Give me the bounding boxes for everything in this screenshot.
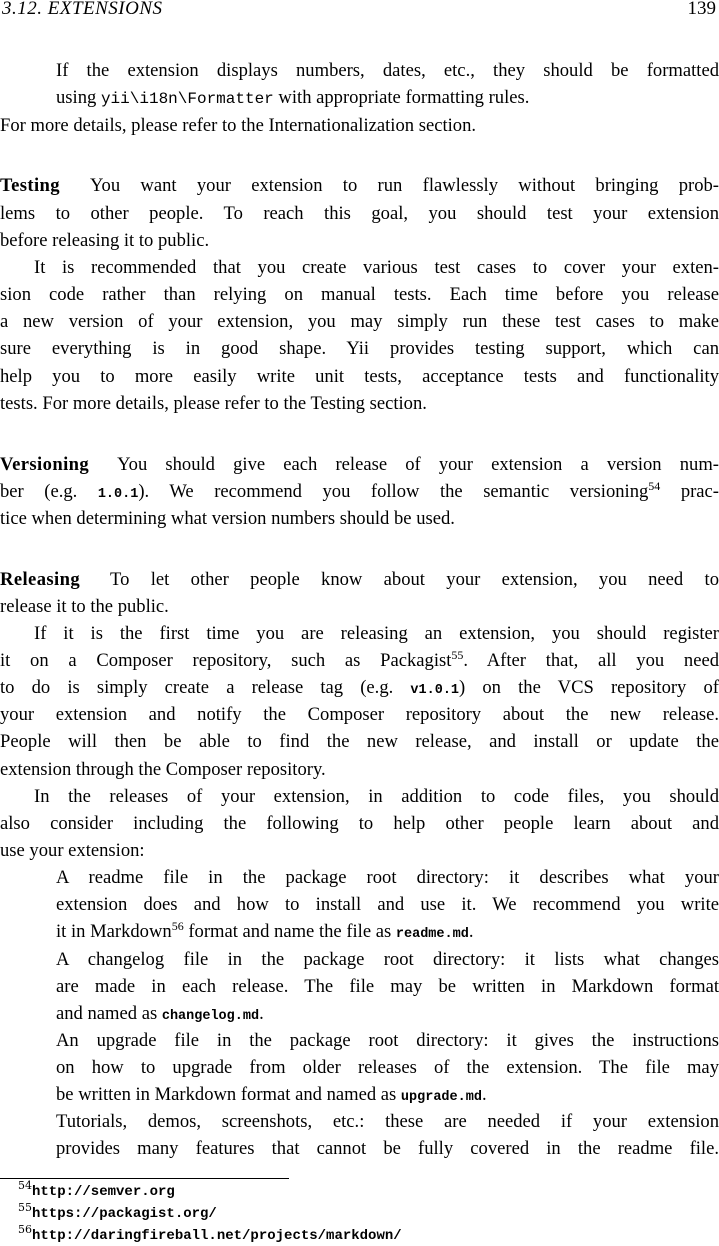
text-line: on how to upgrade from older releases of the extension. The file may xyxy=(56,1057,719,1078)
text-line: If it is the first time you are releasing an extension, you should register xyxy=(34,623,719,644)
text-line: Tutorials, demos, screenshots, etc.: these are needed if your extension xyxy=(56,1111,719,1132)
text-line: If the extension displays numbers, dates, etc., they should be formatted xyxy=(56,60,719,81)
footnote: $^{54}$http://semver.org xyxy=(18,1179,175,1200)
text-line: lems to other people. To reach this goal, you should test your extension xyxy=(0,203,719,224)
inline-code: yii\i18n\Formatter xyxy=(100,90,274,108)
text-line: People will then be able to find the new release, and install or update the xyxy=(0,731,719,752)
heading-testing: Testing xyxy=(0,175,60,196)
text-line: be written in Markdown format and named as upgrade.md. xyxy=(56,1084,487,1105)
text-line: tice when determining what version numbers should be used. xyxy=(0,508,455,529)
text-line: It is recommended that you create various test cases to cover your exten- xyxy=(34,257,719,278)
footnote: $^{55}$https://packagist.org/ xyxy=(18,1201,217,1222)
footnote-ref: 55 xyxy=(451,648,464,662)
page-number: 139 xyxy=(687,0,716,19)
footnote-ref: 54 xyxy=(648,479,661,493)
inline-code: readme.md xyxy=(395,927,469,942)
footnote-rule xyxy=(0,1178,289,1179)
section-title: 3.12. EXTENSIONS xyxy=(2,0,163,19)
text-line: A readme file in the package root directory: it describes what your xyxy=(56,867,719,888)
paragraph-versioning: Versioning You should give each release of your extension a version num- xyxy=(0,454,719,475)
text-line: before releasing it to public. xyxy=(0,230,210,251)
text-line: a new version of your extension, you may simply run these test cases to make xyxy=(0,311,719,332)
text-line: sion code rather than relying on manual tests. Each time before you release xyxy=(0,284,719,305)
running-header xyxy=(0,0,719,20)
text-line: and named as changelog.md. xyxy=(56,1003,264,1024)
text-line: are made in each release. The file may be written in Markdown format xyxy=(56,976,719,997)
text-line: also consider including the following to help other people learn about and xyxy=(0,813,719,834)
footnote: $^{56}$http://daringfireball.net/projects/markdown/ xyxy=(18,1223,402,1244)
text-line: tests. For more details, please refer to the Testing section. xyxy=(0,393,427,414)
inline-code: changelog.md xyxy=(161,1009,260,1024)
inline-code: 1.0.1 xyxy=(97,487,139,502)
footnote-link[interactable]: http://semver.org xyxy=(32,1184,175,1200)
paragraph-testing: Testing You want your extension to run flawlessly without bringing prob- xyxy=(0,175,719,196)
text-line: sure everything is in good shape. Yii provides testing support, which can xyxy=(0,338,719,359)
inline-code: v1.0.1 xyxy=(410,683,460,698)
text-line: use your extension: xyxy=(0,840,145,861)
text-line: provides many features that cannot be fully covered in the readme file. xyxy=(56,1138,719,1159)
text-line: help you to more easily write unit tests, acceptance tests and functionality xyxy=(0,366,719,387)
text-line: it on a Composer repository, such as Packagist$^{55}$. After that, all you need xyxy=(0,648,719,671)
footnote-link[interactable]: http://daringfireball.net/projects/markdown/ xyxy=(32,1228,402,1244)
text-line: your extension and notify the Composer repository about the new release. xyxy=(0,704,719,725)
text-line: An upgrade file in the package root directory: it gives the instructions xyxy=(56,1030,719,1051)
paragraph-releasing: Releasing To let other people know about your extension, you need to xyxy=(0,569,719,590)
text-line: to do is simply create a release tag (e.g. v1.0.1) on the VCS repository of xyxy=(0,677,719,698)
text-line: For more details, please refer to the Internationalization section. xyxy=(0,115,477,136)
text-line: A changelog file in the package root directory: it lists what changes xyxy=(56,949,719,970)
heading-versioning: Versioning xyxy=(0,454,90,475)
text-line: ber (e.g. 1.0.1). We recommend you follow the semantic versioning$^{54}$ prac- xyxy=(0,479,719,502)
text-line: release it to the public. xyxy=(0,596,169,617)
text-line: extension through the Composer repository. xyxy=(0,759,326,780)
text-line: extension does and how to install and use it. We recommend you write xyxy=(56,894,719,915)
heading-releasing: Releasing xyxy=(0,569,81,590)
footnote-ref: 56 xyxy=(171,919,184,933)
inline-code: upgrade.md xyxy=(400,1090,482,1105)
text-line: it in Markdown$^{56}$ format and name the file as readme.md. xyxy=(56,919,474,942)
text-line: using yii\i18n\Formatter with appropriate formatting rules. xyxy=(56,87,530,108)
text-line: In the releases of your extension, in addition to code files, you should xyxy=(34,786,719,807)
footnote-link[interactable]: https://packagist.org/ xyxy=(32,1206,217,1222)
